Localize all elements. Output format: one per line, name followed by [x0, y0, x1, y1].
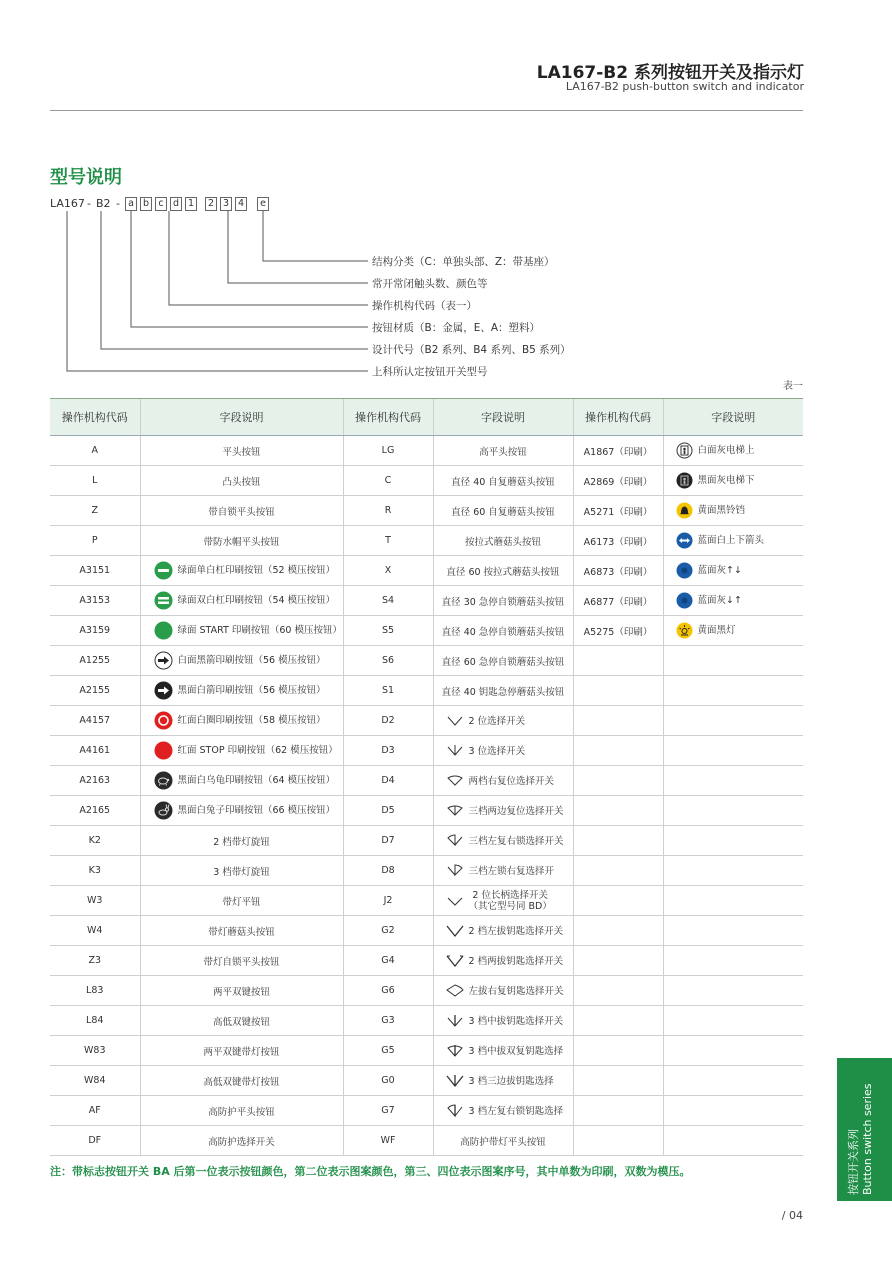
description-cell: [140, 616, 343, 646]
code-cell: LG: [343, 436, 433, 466]
description-cell: [140, 1006, 343, 1036]
legend-structure: 结构分类（C：单独头部、Z：带基座）: [372, 256, 555, 268]
description-cell: [663, 646, 803, 676]
document-title: LA167-B2 系列按钮开关及指示灯: [536, 63, 804, 83]
description-text: 黑面白乌龟印刷按钮（64 模压按钮）: [177, 775, 336, 786]
description-cell: [140, 676, 343, 706]
code-cell: W3: [50, 886, 140, 916]
table-row: [50, 616, 803, 646]
code-cell: Z: [50, 496, 140, 526]
description-cell: [433, 676, 573, 706]
code-series: B2: [96, 197, 111, 210]
code-cell: [573, 646, 663, 676]
description-cell: [140, 1126, 343, 1156]
description-text: 黑面灰电梯下: [697, 475, 755, 486]
code-box-d: d: [170, 197, 182, 211]
description-cell: [663, 1066, 803, 1096]
description-cell: [433, 766, 573, 796]
description-text: 带灯自锁平头按钮: [203, 956, 280, 968]
code-cell: [573, 916, 663, 946]
description-text: 2 档带灯旋钮: [213, 836, 270, 848]
description-cell: [433, 916, 573, 946]
table-row: [50, 556, 803, 586]
code-cell: D7: [343, 826, 433, 856]
description-cell: [433, 736, 573, 766]
code-cell: L: [50, 466, 140, 496]
code-cell: Z3: [50, 946, 140, 976]
code-cell: [573, 766, 663, 796]
description-text: 平头按钮: [222, 446, 261, 458]
code-cell: S4: [343, 586, 433, 616]
description-cell: [663, 706, 803, 736]
description-cell: [140, 496, 343, 526]
code-cell: A2869（印刷）: [573, 466, 663, 496]
table-reference: 表一: [783, 381, 803, 392]
description-text: 3 档左复右锁钥匙选择: [468, 1105, 564, 1117]
footnote: 注：带标志按钮开关 BA 后第一位表示按钮颜色，第二位表示图案颜色，第三、四位表示图案序号，其中单数为印刷，双数为模压。: [50, 1165, 691, 1178]
code-leader-lines: [0, 0, 892, 400]
legend-design-code: 设计代号（B2 系列、B4 系列、B5 系列）: [372, 344, 571, 356]
description-cell: [433, 1066, 573, 1096]
description-cell: [140, 736, 343, 766]
code-cell: G4: [343, 946, 433, 976]
description-cell: [140, 796, 343, 826]
description-cell: [140, 946, 343, 976]
selector-d4-icon: [446, 774, 464, 788]
code-cell: A6173（印刷）: [573, 526, 663, 556]
description-cell: [433, 466, 573, 496]
code-cell: X: [343, 556, 433, 586]
description-text: 直径 40 急停自锁蘑菇头按钮: [441, 626, 565, 638]
black-arrow-icon: [154, 681, 173, 700]
description-cell: [663, 766, 803, 796]
code-cell: D3: [343, 736, 433, 766]
selector-g4-icon: [446, 954, 464, 968]
description-cell: [140, 826, 343, 856]
description-cell: [433, 586, 573, 616]
side-tab-en: Button switch series: [861, 1083, 874, 1195]
description-text: 直径 40 自复蘑菇头按钮: [451, 476, 555, 488]
description-cell: [433, 646, 573, 676]
selector-d5-icon: [446, 804, 464, 818]
legend-contacts: 常开常闭触头数、颜色等: [372, 278, 488, 290]
code-cell: [573, 1126, 663, 1156]
table-row: [50, 1006, 803, 1036]
code-cell: W4: [50, 916, 140, 946]
description-cell: [663, 526, 803, 556]
code-cell: A5275（印刷）: [573, 616, 663, 646]
description-cell: [140, 436, 343, 466]
code-sep2: -: [116, 197, 120, 210]
table-row: [50, 436, 803, 466]
description-cell: [433, 856, 573, 886]
code-cell: [573, 946, 663, 976]
description-text: 白面灰电梯上: [697, 445, 755, 456]
description-text: 蓝面灰↓↑: [697, 595, 742, 606]
description-cell: [663, 946, 803, 976]
code-cell: [573, 676, 663, 706]
description-cell: [140, 556, 343, 586]
white-arrow-icon: [154, 651, 173, 670]
description-text: 两档右复位选择开关: [468, 775, 555, 787]
description-text: 三档左锁右复选择开: [468, 865, 555, 877]
code-cell: S6: [343, 646, 433, 676]
double-bar-icon: [154, 591, 173, 610]
selector-d8-icon: [446, 864, 464, 878]
code-cell: G5: [343, 1036, 433, 1066]
description-cell: [433, 496, 573, 526]
code-cell: [573, 976, 663, 1006]
code-box-1: 1: [185, 197, 197, 211]
description-text: 直径 40 钥匙急停蘑菇头按钮: [441, 686, 565, 698]
selector-j2-icon: [446, 894, 464, 908]
description-text: 黑面白箭印刷按钮（56 模压按钮）: [177, 685, 326, 696]
elevator-down-icon: [676, 472, 693, 489]
code-cell: G7: [343, 1096, 433, 1126]
code-cell: [573, 706, 663, 736]
description-cell: [433, 436, 573, 466]
red-ring-icon: [154, 711, 173, 730]
description-cell: [433, 1036, 573, 1066]
description-text: 带灯蘑菇头按钮: [208, 926, 275, 938]
description-cell: [663, 886, 803, 916]
description-cell: [663, 556, 803, 586]
description-text: 黄面黑灯: [697, 625, 736, 636]
code-cell: A2165: [50, 796, 140, 826]
code-cell: [573, 736, 663, 766]
description-cell: [663, 616, 803, 646]
table-row: [50, 706, 803, 736]
header-desc-1: 字段说明: [140, 399, 343, 436]
code-box-2: 2: [205, 197, 217, 211]
code-cell: AF: [50, 1096, 140, 1126]
code-cell: [573, 1036, 663, 1066]
code-box-3: 3: [220, 197, 232, 211]
description-text: 绿面双白杠印刷按钮（54 模压按钮）: [177, 595, 336, 606]
description-cell: [433, 976, 573, 1006]
code-box-a: a: [125, 197, 137, 211]
code-cell: A1867（印刷）: [573, 436, 663, 466]
code-cell: W83: [50, 1036, 140, 1066]
description-text: 直径 60 按拉式蘑菇头按钮: [446, 566, 560, 578]
table-row: [50, 796, 803, 826]
description-cell: [140, 1096, 343, 1126]
double-arrow-icon: [676, 532, 693, 549]
code-cell: A3159: [50, 616, 140, 646]
legend-material: 按钮材质（B：金属，E、A：塑料）: [372, 322, 541, 334]
code-cell: WF: [343, 1126, 433, 1156]
description-cell: [140, 706, 343, 736]
code-cell: [573, 1096, 663, 1126]
description-cell: [663, 1006, 803, 1036]
code-cell: [573, 856, 663, 886]
red-circle-icon: [154, 741, 173, 760]
table-row: [50, 466, 803, 496]
description-cell: [663, 796, 803, 826]
code-cell: A6873（印刷）: [573, 556, 663, 586]
table-row: [50, 916, 803, 946]
code-cell: [573, 1006, 663, 1036]
description-text: 直径 60 急停自锁蘑菇头按钮: [441, 656, 565, 668]
section-title: 型号说明: [50, 167, 122, 188]
description-cell: [140, 526, 343, 556]
table-row: [50, 826, 803, 856]
description-cell: [663, 586, 803, 616]
description-text: 黑面白兔子印刷按钮（66 模压按钮）: [177, 805, 336, 816]
table-header-row: [50, 399, 803, 436]
description-text: 高防护带灯平头按钮: [460, 1136, 546, 1148]
description-text: 带自锁平头按钮: [208, 506, 275, 518]
description-cell: [433, 1006, 573, 1036]
green-circle-icon: [154, 621, 173, 640]
rabbit-icon: [154, 801, 173, 820]
code-cell: S1: [343, 676, 433, 706]
description-line2: （其它型号同 BD）: [468, 900, 552, 912]
description-text: 高平头按钮: [479, 446, 527, 458]
code-cell: S5: [343, 616, 433, 646]
description-text: [469, 890, 552, 912]
blue-circle-icon: [676, 562, 693, 579]
code-cell: L84: [50, 1006, 140, 1036]
description-cell: [433, 706, 573, 736]
selector-g3-icon: [446, 1014, 464, 1028]
table-row: [50, 1066, 803, 1096]
elevator-up-icon: [676, 442, 693, 459]
description-cell: [433, 1096, 573, 1126]
side-tab-cn: 按钮开关系列: [847, 1129, 860, 1195]
code-sep1: -: [87, 197, 91, 210]
code-cell: A3153: [50, 586, 140, 616]
description-cell: [140, 886, 343, 916]
table-row: [50, 1036, 803, 1066]
header-desc-2: 字段说明: [433, 399, 573, 436]
table-row: [50, 946, 803, 976]
document-subtitle: LA167-B2 push-button switch and indicator: [565, 80, 804, 93]
description-text: 3 档带灯旋钮: [213, 866, 270, 878]
description-cell: [663, 1096, 803, 1126]
description-text: 高防护选择开关: [208, 1136, 275, 1148]
table-row: [50, 736, 803, 766]
code-cell: G2: [343, 916, 433, 946]
description-text: 红面 STOP 印刷按钮（62 模压按钮）: [177, 745, 338, 756]
description-text: 带防水帽平头按钮: [203, 536, 280, 548]
selector-2-icon: [446, 714, 464, 728]
code-cell: G3: [343, 1006, 433, 1036]
code-cell: D5: [343, 796, 433, 826]
description-text: 2 位选择开关: [468, 715, 526, 727]
code-cell: A4157: [50, 706, 140, 736]
description-cell: [433, 946, 573, 976]
code-cell: [573, 886, 663, 916]
description-text: 3 位选择开关: [468, 745, 526, 757]
description-cell: [663, 466, 803, 496]
selector-g0-icon: [446, 1074, 464, 1088]
description-text: 绿面单白杠印刷按钮（52 模压按钮）: [177, 565, 336, 576]
side-tab-label: [847, 1083, 875, 1195]
description-cell: [663, 976, 803, 1006]
description-cell: [663, 436, 803, 466]
code-cell: [573, 826, 663, 856]
code-cell: [573, 796, 663, 826]
description-text: 2 档两拔钥匙选择开关: [468, 955, 564, 967]
code-cell: A: [50, 436, 140, 466]
description-cell: [663, 826, 803, 856]
description-cell: [140, 976, 343, 1006]
selector-g5-icon: [446, 1044, 464, 1058]
description-cell: [140, 766, 343, 796]
code-box-b: b: [140, 197, 152, 211]
description-text: 带灯平钮: [222, 896, 261, 908]
table-row: [50, 976, 803, 1006]
table-row: [50, 856, 803, 886]
description-text: 三档两边复位选择开关: [468, 805, 564, 817]
header-code-3: 操作机构代码: [573, 399, 663, 436]
description-text: 凸头按钮: [222, 476, 261, 488]
description-cell: [140, 856, 343, 886]
description-text: 红面白圈印刷按钮（58 模压按钮）: [177, 715, 326, 726]
description-text: 蓝面灰↑↓: [697, 565, 742, 576]
description-cell: [433, 556, 573, 586]
description-text: 3 档中拔双复钥匙选择: [468, 1045, 564, 1057]
description-text: 高低双键按钮: [212, 1016, 270, 1028]
code-cell: D2: [343, 706, 433, 736]
header-code-1: 操作机构代码: [50, 399, 140, 436]
single-bar-icon: [154, 561, 173, 580]
description-cell: [140, 586, 343, 616]
code-cell: DF: [50, 1126, 140, 1156]
code-cell: T: [343, 526, 433, 556]
code-cell: R: [343, 496, 433, 526]
code-cell: A1255: [50, 646, 140, 676]
description-cell: [663, 1036, 803, 1066]
code-prefix: LA167: [50, 197, 85, 210]
description-text: 按拉式蘑菇头按钮: [464, 536, 541, 548]
description-cell: [663, 916, 803, 946]
table-row: [50, 886, 803, 916]
turtle-icon: [154, 771, 173, 790]
selector-3-icon: [446, 744, 464, 758]
description-cell: [663, 676, 803, 706]
code-cell: G6: [343, 976, 433, 1006]
description-cell: [663, 496, 803, 526]
code-cell: A6877（印刷）: [573, 586, 663, 616]
description-text: 直径 30 急停自锁蘑菇头按钮: [441, 596, 565, 608]
operator-code-table: [50, 398, 803, 1156]
code-box-c: c: [155, 197, 167, 211]
code-cell: A2163: [50, 766, 140, 796]
description-cell: [433, 616, 573, 646]
description-text: 三档左复右锁选择开关: [468, 835, 564, 847]
table-row: [50, 646, 803, 676]
code-cell: L83: [50, 976, 140, 1006]
code-cell: J2: [343, 886, 433, 916]
description-text: 2 档左拔钥匙选择开关: [468, 925, 564, 937]
code-box-e: e: [257, 197, 269, 211]
description-cell: [140, 646, 343, 676]
selector-g2-icon: [446, 924, 464, 938]
selector-d7-icon: [446, 834, 464, 848]
description-cell: [140, 1066, 343, 1096]
description-text: 直径 60 自复蘑菇头按钮: [451, 506, 555, 518]
description-cell: [433, 796, 573, 826]
description-text: 两平双键带灯按钮: [203, 1046, 280, 1058]
description-cell: [140, 1036, 343, 1066]
table-row: [50, 1096, 803, 1126]
table-row: [50, 766, 803, 796]
description-text: 两平双键按钮: [212, 986, 270, 998]
description-cell: [140, 466, 343, 496]
description-text: 绿面 START 印刷按钮（60 模压按钮）: [177, 625, 342, 636]
description-text: 3 档中拔钥匙选择开关: [468, 1015, 564, 1027]
header-desc-3: 字段说明: [663, 399, 803, 436]
code-cell: P: [50, 526, 140, 556]
code-cell: W84: [50, 1066, 140, 1096]
code-cell: A5271（印刷）: [573, 496, 663, 526]
selector-g6-icon: [446, 984, 464, 998]
code-cell: G0: [343, 1066, 433, 1096]
description-cell: [433, 886, 573, 916]
code-cell: A2155: [50, 676, 140, 706]
lamp-icon: [676, 622, 693, 639]
description-cell: [433, 826, 573, 856]
table-row: [50, 1126, 803, 1156]
description-cell: [433, 526, 573, 556]
code-cell: K3: [50, 856, 140, 886]
description-cell: [663, 856, 803, 886]
code-box-4: 4: [235, 197, 247, 211]
description-cell: [140, 916, 343, 946]
legend-model: 上科所认定按钮开关型号: [372, 366, 488, 378]
description-cell: [663, 736, 803, 766]
code-cell: K2: [50, 826, 140, 856]
description-text: 高低双键带灯按钮: [203, 1076, 280, 1088]
bell-icon: [676, 502, 693, 519]
selector-g7-icon: [446, 1104, 464, 1118]
description-text: 左拔右复钥匙选择开关: [468, 985, 564, 997]
table-row: [50, 676, 803, 706]
code-cell: A3151: [50, 556, 140, 586]
description-text: 蓝面白上下箭头: [697, 535, 765, 546]
code-cell: D8: [343, 856, 433, 886]
description-text: 黄面黑铃铛: [697, 505, 746, 516]
table-row: [50, 526, 803, 556]
description-cell: [433, 1126, 573, 1156]
table-row: [50, 586, 803, 616]
page-number: / 04: [781, 1209, 803, 1222]
description-text: 高防护平头按钮: [208, 1106, 275, 1118]
description-cell: [663, 1126, 803, 1156]
code-cell: D4: [343, 766, 433, 796]
header-code-2: 操作机构代码: [343, 399, 433, 436]
legend-mechanism: 操作机构代码（表一）: [372, 300, 477, 312]
blue-circle-icon: [676, 592, 693, 609]
code-cell: [573, 1066, 663, 1096]
code-cell: C: [343, 466, 433, 496]
description-text: 3 档三边拔钥匙选择: [468, 1075, 554, 1087]
description-line1: 2 位长柄选择开关: [472, 889, 548, 901]
description-text: 白面黑箭印刷按钮（56 模压按钮）: [177, 655, 326, 666]
table-row: [50, 496, 803, 526]
code-cell: A4161: [50, 736, 140, 766]
